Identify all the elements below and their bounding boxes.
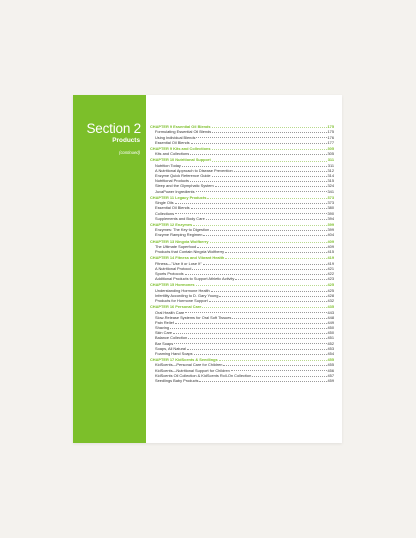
entry-page-number: 415 xyxy=(327,249,334,255)
entry-title: Infertility According to D. Gary Young xyxy=(155,292,219,298)
dot-leader xyxy=(196,191,327,192)
entry-title: Slow-Release Systems for Oral Soft Tissues xyxy=(155,314,232,320)
dot-leader xyxy=(193,225,326,226)
chapter-page-number: 425 xyxy=(327,282,334,288)
chapter-title: CHAPTER 9 Essential Oil Blends xyxy=(150,124,211,129)
entry-title: Enzymes: The Key to Digestion xyxy=(155,227,210,233)
dot-leader xyxy=(175,323,327,324)
toc-chapter xyxy=(150,357,334,383)
entry-title: Products that Contain Ningxia Wolfberry xyxy=(155,249,225,255)
entry-title: JuvaPower Ingredients xyxy=(155,188,195,194)
dot-leader xyxy=(212,127,327,128)
entry-page-number: 421 xyxy=(327,265,334,271)
entry-page-number: 404 xyxy=(327,232,334,238)
entry-title: Pain Relief xyxy=(155,319,174,325)
entry-title: Foaming Hand Soaps xyxy=(155,350,193,356)
toc-entry xyxy=(150,151,334,156)
entry-title: A Nutritional Protocol xyxy=(155,265,192,271)
entry-title: The Ultimate Superfood xyxy=(155,243,197,249)
dot-leader xyxy=(211,291,327,292)
entry-page-number: 419 xyxy=(327,260,334,266)
chapter-title: CHAPTER 12 Enzymes xyxy=(150,221,193,227)
dot-leader xyxy=(196,285,327,286)
entry-title: KidScents—Nutritional Support for Children xyxy=(155,367,230,373)
entry-page-number: 390 xyxy=(327,210,334,216)
dot-leader xyxy=(188,338,326,339)
dot-leader xyxy=(185,312,326,313)
entry-page-number: 443 xyxy=(327,309,334,315)
section-title: Section 2 xyxy=(86,121,141,136)
entry-title: Supplements and Body Care xyxy=(155,215,205,221)
chapter-page-number: 399 xyxy=(327,221,334,227)
dot-leader xyxy=(215,186,327,187)
entry-page-number: 324 xyxy=(327,183,334,189)
chapter-title: CHAPTER 15 Hormones xyxy=(150,282,195,288)
entry-title: KidScents—Personal Care for Children xyxy=(155,362,223,368)
dot-leader xyxy=(190,181,327,182)
section-sidebar xyxy=(73,95,146,443)
chapter-page-number: 175 xyxy=(327,124,334,129)
entry-title: Understanding Hormone Health xyxy=(155,287,210,293)
entry-title: Essential Oil Blends xyxy=(155,205,190,211)
dot-leader xyxy=(212,176,327,177)
entry-page-number: 428 xyxy=(327,292,334,298)
toc-entry xyxy=(150,378,334,383)
entry-page-number: 432 xyxy=(327,298,334,303)
toc-entry xyxy=(150,189,334,194)
dot-leader xyxy=(202,307,326,308)
toc-entry xyxy=(150,216,334,221)
section-subtitle: Products xyxy=(112,137,140,144)
entry-page-number: 448 xyxy=(327,314,334,320)
entry-title: KidScents Oil Collection & KidScents Roll-On Collection xyxy=(155,372,252,378)
chapter-title: CHAPTER 16 Personal Care xyxy=(150,304,202,310)
dot-leader xyxy=(173,333,326,334)
dot-leader xyxy=(203,264,327,265)
dot-leader xyxy=(203,235,326,236)
entry-page-number: 452 xyxy=(327,340,334,346)
chapter-title: CHAPTER 17 KidScents & Seedlings xyxy=(150,356,218,362)
entry-title: Oral Health Care xyxy=(155,309,185,315)
toc-entry xyxy=(150,351,334,356)
entry-page-number: 394 xyxy=(327,215,334,221)
dot-leader xyxy=(190,154,326,155)
entry-title: Enzyme Ramping Regimen xyxy=(155,232,203,238)
entry-title: Sports Protocols xyxy=(155,270,184,276)
table-of-contents xyxy=(150,124,334,384)
toc-chapter xyxy=(150,157,334,193)
entry-page-number: 315 xyxy=(327,178,334,184)
entry-page-number: 399 xyxy=(327,227,334,233)
toc-chapter xyxy=(150,146,334,157)
entry-page-number: 450 xyxy=(327,325,334,331)
entry-page-number: 380 xyxy=(327,205,334,211)
section-continued: (continued) xyxy=(119,150,140,155)
chapter-page-number: 373 xyxy=(327,194,334,200)
dot-leader xyxy=(252,376,326,377)
chapter-page-number: 419 xyxy=(327,255,334,261)
chapter-title: CHAPTER 11 Legacy Products xyxy=(150,194,207,200)
toc-chapter xyxy=(150,304,334,356)
dot-leader xyxy=(170,328,326,329)
entry-page-number: 449 xyxy=(327,319,334,325)
entry-title: Bar Soaps xyxy=(155,340,174,346)
dot-leader xyxy=(212,161,327,162)
entry-page-number: 341 xyxy=(327,188,334,194)
dot-leader xyxy=(194,354,327,355)
dot-leader xyxy=(191,208,327,209)
chapter-page-number: 311 xyxy=(327,157,334,163)
entry-title: A Nutritional Approach to Disease Prevention xyxy=(155,168,233,173)
entry-page-number: 409 xyxy=(327,243,334,249)
toc-chapter xyxy=(150,239,334,255)
dot-leader xyxy=(223,365,326,366)
chapter-page-number: 455 xyxy=(327,356,334,362)
entry-title: Nutrition Today xyxy=(155,162,181,168)
entry-title: Fitness—"Use It or Lose It" xyxy=(155,260,202,266)
entry-page-number: 451 xyxy=(327,335,334,341)
entry-title: Kits and Collections xyxy=(155,151,190,157)
entry-page-number: 177 xyxy=(327,139,334,145)
chapter-title: CHAPTER 13 Ningxia Wolfberry xyxy=(150,238,209,244)
dot-leader xyxy=(199,381,326,382)
dot-leader xyxy=(175,203,327,204)
chapter-title: CHAPTER 10 Nutritional Support xyxy=(150,157,211,163)
dot-leader xyxy=(231,370,327,371)
dot-leader xyxy=(210,242,327,243)
entry-title: Using Individual Blends xyxy=(155,134,196,140)
dot-leader xyxy=(191,143,327,144)
dot-leader xyxy=(174,343,326,344)
entry-page-number: 459 xyxy=(327,377,334,383)
dot-leader xyxy=(212,149,327,150)
entry-title: Collections xyxy=(155,210,175,216)
dot-leader xyxy=(210,230,326,231)
entry-title: Soaps, All Natural xyxy=(155,345,186,351)
entry-title: Sleep and the Glymphatic System xyxy=(155,183,214,189)
entry-page-number: 176 xyxy=(327,134,334,140)
dot-leader xyxy=(219,360,327,361)
entry-page-number: 175 xyxy=(327,129,334,135)
chapter-page-number: 409 xyxy=(327,238,334,244)
entry-title: Seedlings Baby Products xyxy=(155,377,199,383)
dot-leader xyxy=(196,137,326,138)
chapter-page-number: 435 xyxy=(327,304,334,310)
entry-title: Essential Oil Blends xyxy=(155,139,190,145)
entry-page-number: 456 xyxy=(327,367,334,373)
toc-entry xyxy=(150,140,334,145)
dot-leader xyxy=(185,274,327,275)
dot-leader xyxy=(219,296,326,297)
toc-chapter xyxy=(150,124,334,145)
chapter-page-number: 305 xyxy=(327,145,334,151)
entry-title: Single Oils xyxy=(155,200,174,206)
dot-leader xyxy=(235,279,326,280)
dot-leader xyxy=(197,247,326,248)
toc-entry xyxy=(150,276,334,281)
dot-leader xyxy=(206,219,327,220)
entry-page-number: 314 xyxy=(327,173,334,179)
toc-entry xyxy=(150,232,334,237)
entry-title: Shaving xyxy=(155,325,170,331)
entry-page-number: 423 xyxy=(327,276,334,282)
entry-page-number: 453 xyxy=(327,345,334,351)
toc-chapter xyxy=(150,282,334,303)
dot-leader xyxy=(232,318,326,319)
entry-title: Products for Hormone Support xyxy=(155,298,208,303)
entry-title: Nutritional Products xyxy=(155,178,189,184)
entry-title: Enzyme Quick Reference Guide xyxy=(155,173,211,179)
dot-leader xyxy=(207,198,326,199)
toc-chapter xyxy=(150,255,334,281)
entry-page-number: 454 xyxy=(327,350,334,356)
entry-page-number: 455 xyxy=(327,362,334,368)
entry-page-number: 373 xyxy=(327,200,334,206)
entry-page-number: 305 xyxy=(327,151,334,157)
dot-leader xyxy=(225,252,326,253)
dot-leader xyxy=(212,132,326,133)
entry-page-number: 450 xyxy=(327,330,334,336)
dot-leader xyxy=(234,171,327,172)
dot-leader xyxy=(225,258,326,259)
entry-title: Formulating Essential Oil Blends xyxy=(155,129,212,135)
toc-chapter xyxy=(150,195,334,221)
book-page xyxy=(73,95,342,443)
entry-title: Skin Care xyxy=(155,330,173,336)
toc-chapter xyxy=(150,222,334,238)
entry-page-number: 311 xyxy=(327,162,334,168)
entry-page-number: 457 xyxy=(327,372,334,378)
entry-page-number: 422 xyxy=(327,270,334,276)
dot-leader xyxy=(192,269,326,270)
chapter-title: CHAPTER 9 Kits and Collections xyxy=(150,145,211,151)
entry-title: Balance Collection xyxy=(155,335,188,341)
dot-leader xyxy=(209,301,327,302)
dot-leader xyxy=(175,213,326,214)
entry-page-number: 425 xyxy=(327,287,334,293)
entry-title: Additional Products to Support Athletic Activity xyxy=(155,276,235,282)
toc-entry xyxy=(150,249,334,254)
dot-leader xyxy=(187,349,327,350)
dot-leader xyxy=(182,166,327,167)
chapter-title: CHAPTER 14 Fitness and Vibrant Health xyxy=(150,255,225,261)
entry-page-number: 312 xyxy=(327,168,334,173)
toc-entry xyxy=(150,298,334,303)
